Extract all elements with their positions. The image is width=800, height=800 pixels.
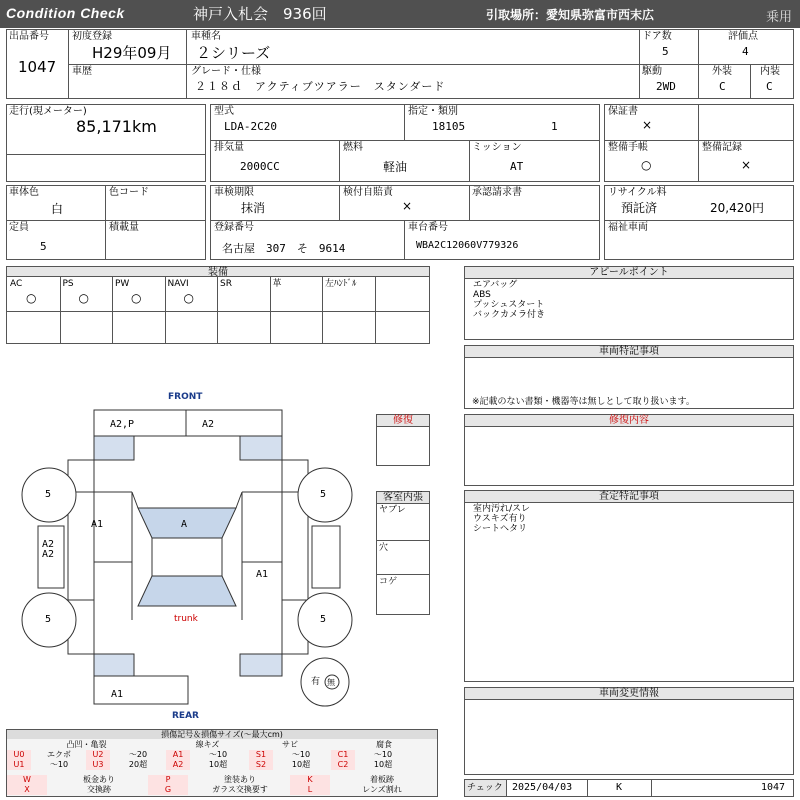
legend-text: 20超 <box>128 760 148 769</box>
legend-text: エクボ <box>47 750 71 759</box>
model-label: 型式 <box>214 106 234 117</box>
manual-label: 整備手帳 <box>608 142 648 153</box>
hole-label: 穴 <box>379 543 389 553</box>
divider <box>270 277 271 344</box>
legend-text: ガラス交換要す <box>212 785 268 794</box>
legend-code: S1 <box>249 750 273 760</box>
mission: AT <box>510 160 524 173</box>
interior-grade: C <box>766 80 773 93</box>
recycle-status: 預託済 <box>621 201 658 215</box>
divider <box>404 220 405 260</box>
history-label: 車歴 <box>72 66 92 77</box>
legend-code: L <box>290 785 330 795</box>
divider <box>112 277 113 344</box>
divider <box>165 277 166 344</box>
assessment-item: ウスキズ有り <box>473 514 527 524</box>
special-notes-title: 車両特記事項 <box>465 346 793 358</box>
class-number: 1 <box>551 120 558 133</box>
divider <box>217 277 218 344</box>
burn-label: コゲ <box>379 577 398 587</box>
legend-group-label: 腐食 <box>376 740 392 749</box>
interior-title: 客室内張 <box>377 492 429 504</box>
mileage: 85,171km <box>76 117 157 136</box>
divider <box>404 104 405 140</box>
change-info-title: 車両変更情報 <box>465 688 793 700</box>
check-mark: K <box>616 782 623 793</box>
doors-label: ドア数 <box>642 31 672 42</box>
rear-right-light <box>240 654 282 676</box>
divider <box>469 185 470 220</box>
record: × <box>741 158 752 172</box>
exterior-label: 外装 <box>712 66 732 77</box>
recycle-amount: 20,420円 <box>710 201 764 215</box>
car-diagram <box>0 380 460 720</box>
equipment-label: 革 <box>272 279 282 289</box>
legend-text: 塗装あり <box>224 775 256 784</box>
legend-text: 〜10 <box>291 750 311 759</box>
spare-label: 有 <box>311 677 321 687</box>
legend-code: G <box>148 785 188 795</box>
divider <box>339 140 340 182</box>
legend-code: U1 <box>7 760 31 770</box>
right-side-mirror-panel <box>312 526 340 588</box>
divider <box>698 104 699 182</box>
warranty-label: 保証書 <box>608 106 638 117</box>
load-label: 積載量 <box>109 222 139 233</box>
displacement-label: 排気量 <box>214 142 244 153</box>
left-front-door-mark: A1 <box>91 519 104 530</box>
legend-text: 10超 <box>291 760 311 769</box>
inspection-label: 車検期限 <box>214 187 254 198</box>
equipment-label: 左ﾊﾝﾄﾞﾙ <box>325 279 357 289</box>
tire-front-right-value: 5 <box>320 489 327 500</box>
legend-text: 〜10 <box>373 750 393 759</box>
legend-text: 交換跡 <box>87 785 111 794</box>
assessment-list <box>465 503 793 535</box>
repair-title: 修復 <box>377 415 429 427</box>
legend-text: レンズ割れ <box>362 785 402 794</box>
appeal-list <box>465 279 793 321</box>
legend-code: W <box>7 775 47 785</box>
legend-text: 〜10 <box>208 750 228 759</box>
legend-group-label: サビ <box>282 740 298 749</box>
drive: 2WD <box>656 80 676 93</box>
spec-number: 18105 <box>432 120 466 133</box>
divider <box>6 154 206 155</box>
divider <box>651 779 652 797</box>
appeal-item: ABS <box>473 290 491 300</box>
legend-code: X <box>7 785 47 795</box>
divider <box>68 64 794 65</box>
color: 白 <box>51 202 64 216</box>
tear-label: ヤブレ <box>379 505 406 515</box>
grade: ２１８ｄ アクティブツアラー スタンダード <box>195 80 446 93</box>
divider <box>469 140 470 182</box>
rear-bumper-mark: A1 <box>111 689 124 700</box>
equipment-title: 装備 <box>7 267 429 277</box>
legend-text: 10超 <box>373 760 393 769</box>
vehicle-type: 乗用 <box>766 10 793 25</box>
divider <box>604 140 794 141</box>
equipment-label: NAVI <box>167 279 189 289</box>
insurance-label: 検付自賠責 <box>343 187 393 198</box>
equipment-label: SR <box>220 279 232 289</box>
legend-text: 10超 <box>208 760 228 769</box>
check-label: チェック <box>467 783 503 793</box>
right-rear-door-mark: A1 <box>256 569 269 580</box>
score: 4 <box>742 45 749 58</box>
check-lot: 1047 <box>761 782 786 793</box>
repair-content-title: 修復内容 <box>465 415 793 427</box>
legend-code: A1 <box>166 750 190 760</box>
color-label: 車体色 <box>9 187 39 198</box>
tire-rear-left-value: 5 <box>45 614 52 625</box>
divider <box>210 140 600 141</box>
lot-no: 1047 <box>18 58 57 76</box>
auction-name: 神戸入札会 936回 <box>193 5 327 23</box>
legend-title: 損傷記号＆損傷サイズ(〜最大cm) <box>7 730 437 739</box>
equipment-value: ○ <box>131 291 142 305</box>
fuel: 軽油 <box>383 160 408 174</box>
divider <box>750 64 751 99</box>
check-date: 2025/04/03 <box>512 782 573 793</box>
equipment-value: ○ <box>26 291 37 305</box>
hood-mark: A <box>181 519 188 530</box>
drive-label: 駆動 <box>642 66 662 77</box>
legend-text: 〜10 <box>49 760 69 769</box>
grade-label: グレード・仕様 <box>191 66 261 77</box>
divider <box>6 311 430 312</box>
legend-code: C1 <box>331 750 355 760</box>
spec-label: 指定・類別 <box>408 106 458 117</box>
model-code: LDA-2C20 <box>224 120 277 133</box>
divider <box>210 220 600 221</box>
welfare-label: 福祉車両 <box>608 222 648 233</box>
vin: WBA2C12060V779326 <box>416 240 519 251</box>
doors: 5 <box>662 45 669 58</box>
divider <box>322 277 323 344</box>
score-label: 評価点 <box>728 31 758 42</box>
divider <box>604 220 794 221</box>
lot-no-label: 出品番号 <box>9 31 49 42</box>
legend-code: C2 <box>331 760 355 770</box>
legend-text: 〜20 <box>128 750 148 759</box>
trunk-label: trunk <box>174 614 198 624</box>
assessment-box <box>464 490 794 682</box>
spare-none-label: 無 <box>327 678 335 687</box>
manual: ○ <box>641 158 652 172</box>
appeal-item: バックカメラ付き <box>473 310 546 320</box>
capacity-label: 定員 <box>9 222 29 233</box>
appeal-item: エアバッグ <box>473 280 518 290</box>
legend-code: U0 <box>7 750 31 760</box>
recycle-label: リサイクル料 <box>608 187 667 198</box>
fuel-label: 燃料 <box>343 142 363 153</box>
mission-label: ミッション <box>472 142 522 153</box>
plate-label: 登録番号 <box>214 222 254 233</box>
legend-code: K <box>290 775 330 785</box>
vin-label: 車台番号 <box>408 222 448 233</box>
appeal-item: プッシュスタート <box>473 300 545 310</box>
first-reg-label: 初度登録 <box>72 31 112 42</box>
left-side-mark-1: A2 <box>42 539 55 550</box>
assessment-title: 査定特記事項 <box>465 491 793 503</box>
approval-label: 承認請求書 <box>472 187 522 198</box>
assessment-item: 室内汚れ/スレ <box>473 504 531 514</box>
tire-front-left-value: 5 <box>45 489 52 500</box>
capacity: 5 <box>40 240 47 253</box>
legend-group-label: 凸凹・亀裂 <box>66 740 107 749</box>
appeal-box <box>464 266 794 340</box>
assessment-item: シートヘタリ <box>473 524 528 534</box>
divider <box>105 185 106 260</box>
rear-left-light <box>94 654 134 676</box>
front-label: FRONT <box>168 392 203 402</box>
divider <box>587 779 588 797</box>
equipment-label: PS <box>62 279 74 289</box>
divider <box>60 277 61 344</box>
appeal-title: アピールポイント <box>465 267 793 279</box>
insurance: × <box>402 199 413 213</box>
special-notes-disclaimer: ※記載のない書類・機器等は無しとして取り扱います。 <box>472 397 695 407</box>
rear-bumper-panel <box>94 676 188 704</box>
front-left-light <box>94 436 134 460</box>
equipment-label: PW <box>115 279 130 289</box>
color-code-label: 色コード <box>109 187 149 198</box>
tire-rear-right-value: 5 <box>320 614 327 625</box>
displacement: 2000CC <box>240 160 280 173</box>
legend-code: A2 <box>166 760 190 770</box>
rear-window <box>138 576 236 606</box>
divider <box>375 277 376 344</box>
legend-code: U2 <box>86 750 110 760</box>
front-bumper-mark-2: A2 <box>202 419 215 430</box>
equipment-value: ○ <box>78 291 89 305</box>
car-name-label: 車種名 <box>191 31 221 42</box>
legend-code: S2 <box>249 760 273 770</box>
left-side-mark-2: A2 <box>42 549 55 560</box>
legend-code: P <box>148 775 188 785</box>
legend-text: 着板跡 <box>370 775 394 784</box>
interior-label: 内装 <box>760 66 780 77</box>
inspection: 抹消 <box>241 201 266 215</box>
roof <box>152 538 222 576</box>
front-bumper-mark: A2,P <box>110 419 135 430</box>
legend-code: U3 <box>86 760 110 770</box>
equipment-label: AC <box>10 279 23 289</box>
first-reg: H29年09月 <box>92 44 172 62</box>
divider <box>6 220 206 221</box>
repair-content-box <box>464 414 794 486</box>
rear-label: REAR <box>172 711 199 721</box>
exterior-grade: C <box>719 80 726 93</box>
equipment-value: ○ <box>183 291 194 305</box>
legend-text: 板金あり <box>83 775 115 784</box>
pickup-location: 引取場所：愛知県弥富市西末広 <box>486 8 655 22</box>
mileage-label: 走行(現メーター) <box>9 106 87 117</box>
plate-number: 名古屋 307 そ 9614 <box>222 242 346 255</box>
header-bar <box>0 0 800 28</box>
front-right-light <box>240 436 282 460</box>
record-label: 整備記録 <box>702 142 742 153</box>
divider <box>339 185 340 220</box>
header-title: Condition Check <box>6 5 125 21</box>
change-info-box <box>464 687 794 775</box>
legend-group-label: 線キズ <box>195 740 220 749</box>
car-name: ２シリーズ <box>196 44 271 62</box>
warranty: × <box>642 118 653 132</box>
